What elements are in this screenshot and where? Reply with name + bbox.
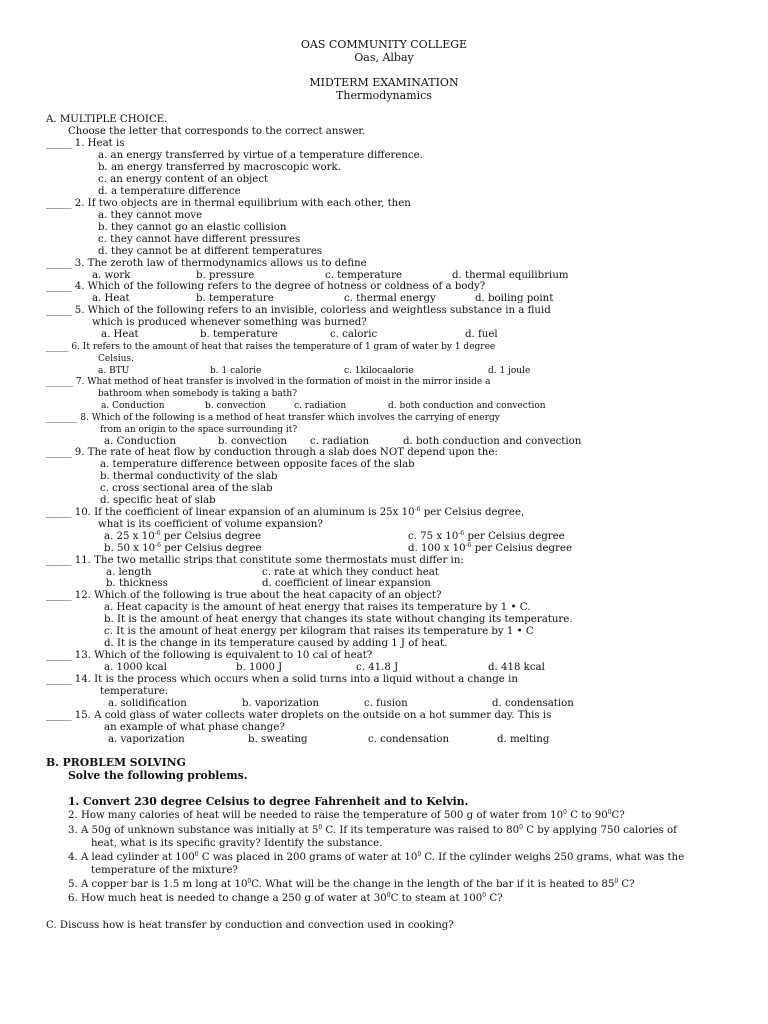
q8-choice-c: c. radiation <box>310 436 370 447</box>
q15-choice-d: d. melting <box>497 734 550 745</box>
q12-choice-d: d. It is the change in its temperature caused by adding 1 J of heat. <box>104 638 448 649</box>
section-b-title: B. PROBLEM SOLVING <box>46 756 186 769</box>
problem-3: 3. A 50g of unknown substance was initially at $5^0$ C. If its temperature was raised to $80^0$ C by applying 750 calories of <box>68 824 677 836</box>
question-8: _______ 8. Which of the following is a method of heat transfer which involves the carrying of energy <box>46 413 500 423</box>
question-2: _____ 2. If two objects are in thermal equilibrium with each other, then <box>46 198 411 209</box>
question-6-continued: Celsius. <box>98 354 134 364</box>
question-5-continued: which is produced whenever something was burned? <box>92 317 367 328</box>
section-a-title: A. MULTIPLE CHOICE. <box>46 114 168 125</box>
q8-choice-d: d. both conduction and convection <box>403 436 582 447</box>
question-12: _____ 12. Which of the following is true about the heat capacity of an object? <box>46 590 442 601</box>
q15-choice-a: a. vaporization <box>108 734 185 745</box>
q8-choice-b: b. convection <box>218 436 287 447</box>
problem-3-continued: heat, what is its specific gravity? Identify the substance. <box>91 838 383 849</box>
exam-subject: Thermodynamics <box>336 89 432 102</box>
problem-4: 4. A lead cylinder at $100^0$ C was placed in 200 grams of water at $10^0$ C. If the cylinder weighs 250 grams, what was the <box>68 851 685 863</box>
q4-choice-d: d. boiling point <box>475 293 554 304</box>
section-b-instruction: Solve the following problems. <box>68 769 248 782</box>
question-10: _____ 10. If the coefficient of linear expansion of an aluminum is 25x $10^{-6}$ per Celsius degree, <box>46 506 525 518</box>
q9-choice-a: a. temperature difference between opposite faces of the slab <box>100 459 415 470</box>
problem-6: 6. How much heat is needed to change a 250 g of water at $30^0C$ to steam at $100^0$ C? <box>68 892 503 904</box>
problem-5: 5. A copper bar is 1.5 m long at $10^0C$. What will be the change in the length of the bar if it is heated to $85^0$ C? <box>68 878 635 890</box>
q2-choice-c: c. they cannot have different pressures <box>98 234 301 245</box>
q10-choice-a: a. 25 x $10^{-6}$ per Celsius degree <box>104 530 262 542</box>
q11-choice-c: c. rate at which they conduct heat <box>262 567 439 578</box>
q2-choice-a: a. they cannot move <box>98 210 203 221</box>
q5-choice-c: c. caloric <box>330 329 378 340</box>
college-name: OAS COMMUNITY COLLEGE <box>300 38 468 51</box>
question-10-continued: what is its coefficient of volume expansion? <box>98 519 323 530</box>
q12-choice-b: b. It is the amount of heat energy that changes its state without changing its temperature. <box>104 614 573 625</box>
q7-choice-a: a. Conduction <box>101 401 165 411</box>
q4-choice-a: a. Heat <box>92 293 130 304</box>
section-c-question: C. Discuss how is heat transfer by conduction and convection used in cooking? <box>46 920 454 931</box>
q7-choice-c: c. radiation <box>294 401 347 411</box>
q5-choice-d: d. fuel <box>465 329 498 340</box>
question-5: _____ 5. Which of the following refers to an invisible, colorless and weightless substance in a fluid <box>46 305 551 316</box>
question-1: _____ 1. Heat is <box>46 138 125 149</box>
problem-1: 1. Convert 230 degree Celsius to degree Fahrenheit and to Kelvin. <box>68 795 469 808</box>
q10-choice-c: c. 75 x $10^{-6}$ per Celsius degree <box>408 530 565 542</box>
q13-choice-b: b. 1000 J <box>236 662 283 673</box>
q9-choice-d: d. specific heat of slab <box>100 495 216 506</box>
q6-choice-d: d. 1 joule <box>488 366 531 376</box>
question-7-continued: bathroom when somebody is taking a bath? <box>98 389 298 399</box>
q14-choice-b: b. vaporization <box>242 698 320 709</box>
question-8-continued: from an origin to the space surrounding it? <box>100 425 298 435</box>
q4-choice-c: c. thermal energy <box>344 293 436 304</box>
q13-choice-a: a. 1000 kcal <box>104 662 167 673</box>
question-4: _____ 4. Which of the following refers to the degree of hotness or coldness of a body? <box>46 281 486 292</box>
q6-choice-a: a. BTU <box>98 366 130 376</box>
q13-choice-d: d. 418 kcal <box>488 662 545 673</box>
question-6: _____ 6. It refers to the amount of heat that raises the temperature of 1 gram of water by 1 degree <box>46 342 496 352</box>
q5-choice-b: b. temperature <box>200 329 278 340</box>
question-14-continued: temperature. <box>100 686 169 697</box>
q11-choice-b: b. thickness <box>106 578 168 589</box>
q1-choice-b: b. an energy transferred by macroscopic work. <box>98 162 341 173</box>
exam-title: MIDTERM EXAMINATION <box>309 76 459 89</box>
q3-choice-a: a. work <box>92 270 131 281</box>
q10-choice-d: d. 100 x $10^{-6}$ per Celsius degree <box>408 542 572 554</box>
q2-choice-d: d. they cannot be at different temperatures <box>98 246 323 257</box>
q13-choice-c: c. 41.8 J <box>356 662 399 673</box>
q7-choice-b: b. convection <box>205 401 266 411</box>
q7-choice-d: d. both conduction and convection <box>388 401 546 411</box>
question-11: _____ 11. The two metallic strips that constitute some thermostats must differ in: <box>46 555 464 566</box>
q6-choice-b: b. 1 calorie <box>210 366 262 376</box>
q3-choice-c: c. temperature <box>325 270 403 281</box>
q14-choice-d: d. condensation <box>492 698 574 709</box>
section-a-instruction: Choose the letter that corresponds to the correct answer. <box>68 126 366 137</box>
q11-choice-d: d. coefficient of linear expansion <box>262 578 431 589</box>
q9-choice-b: b. thermal conductivity of the slab <box>100 471 278 482</box>
q3-choice-d: d. thermal equilibrium <box>452 270 569 281</box>
q1-choice-d: d. a temperature difference <box>98 186 241 197</box>
q2-choice-b: b. they cannot go an elastic collision <box>98 222 287 233</box>
question-14: _____ 14. It is the process which occurs when a solid turns into a liquid without a change in <box>46 674 518 685</box>
q9-choice-c: c. cross sectional area of the slab <box>100 483 273 494</box>
question-9: _____ 9. The rate of heat flow by conduction through a slab does NOT depend upon the: <box>46 447 498 458</box>
problem-2: 2. How many calories of heat will be needed to raise the temperature of 500 g of water from $10^0$ C to $90^0C$? <box>68 809 625 821</box>
q11-choice-a: a. length <box>106 567 152 578</box>
q15-choice-c: c. condensation <box>368 734 450 745</box>
q14-choice-a: a. solidification <box>108 698 187 709</box>
question-13: _____ 13. Which of the following is equivalent to 10 cal of heat? <box>46 650 373 661</box>
q8-choice-a: a. Conduction <box>104 436 176 447</box>
question-3: _____ 3. The zeroth law of thermodynamics allows us to define <box>46 258 367 269</box>
problem-4-continued: temperature of the mixture? <box>91 865 238 876</box>
question-7: ______ 7. What method of heat transfer is involved in the formation of moist in the mirror inside a <box>46 377 491 387</box>
q14-choice-c: c. fusion <box>364 698 408 709</box>
q15-choice-b: b. sweating <box>248 734 308 745</box>
question-15-continued: an example of what phase change? <box>104 722 285 733</box>
q10-choice-b: b. 50 x $10^{-6}$ per Celsius degree <box>104 542 262 554</box>
q1-choice-c: c. an energy content of an object <box>98 174 269 185</box>
q6-choice-c: c. 1kilocaalorie <box>344 366 414 376</box>
question-15: _____ 15. A cold glass of water collects water droplets on the outside on a hot summer day. This is <box>46 710 552 721</box>
q1-choice-a: a. an energy transferred by virtue of a temperature difference. <box>98 150 423 161</box>
q4-choice-b: b. temperature <box>196 293 274 304</box>
q12-choice-a: a. Heat capacity is the amount of heat energy that raises its temperature by 1 • C. <box>104 602 531 613</box>
q5-choice-a: a. Heat <box>101 329 139 340</box>
college-location: Oas, Albay <box>354 51 414 64</box>
q12-choice-c: c. It is the amount of heat energy per kilogram that raises its temperature by 1 • C <box>104 626 534 637</box>
q3-choice-b: b. pressure <box>196 270 255 281</box>
